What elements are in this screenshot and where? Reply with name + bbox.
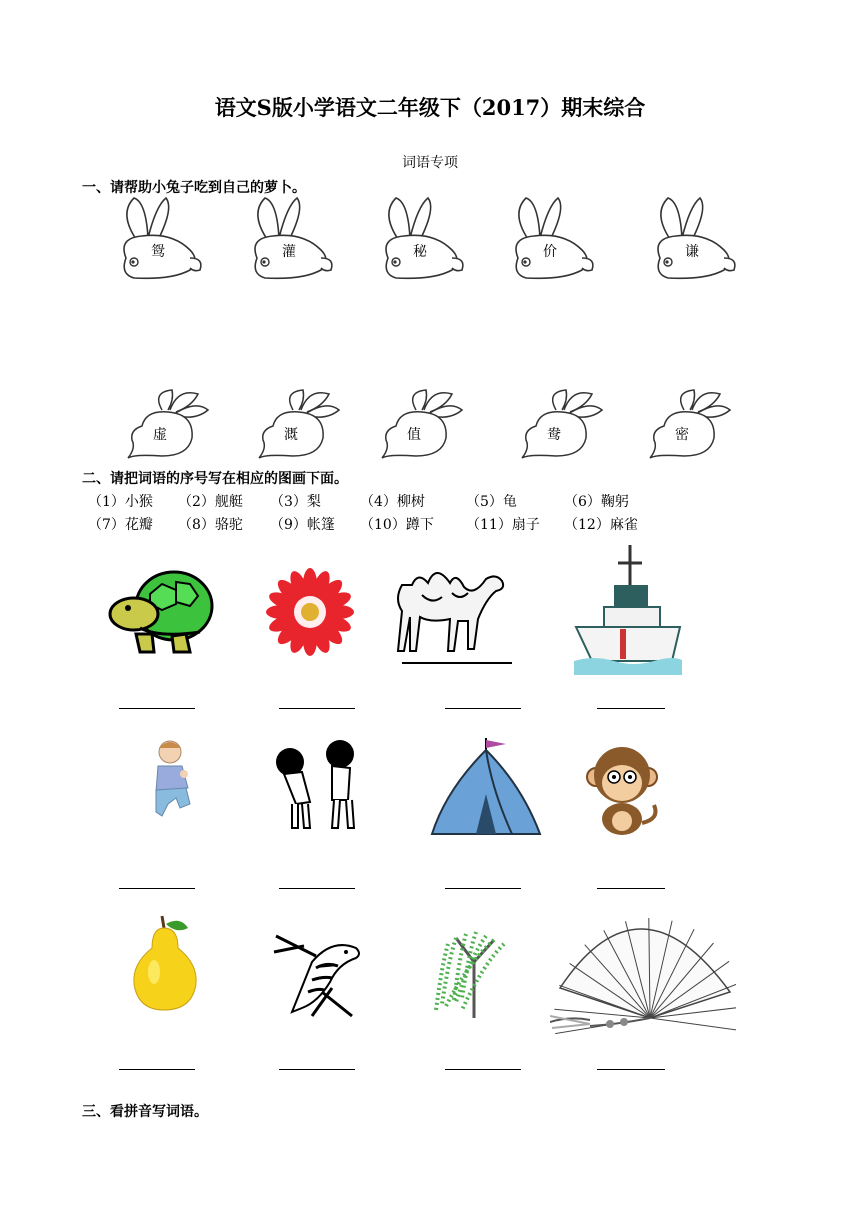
rabbit-char: 鸳 <box>151 244 165 260</box>
answer-line[interactable] <box>119 888 195 889</box>
rabbit-char: 谦 <box>685 244 699 260</box>
rabbit-icon <box>504 194 596 282</box>
word-item: （7）花瓣 <box>88 517 153 533</box>
answer-line[interactable] <box>597 708 665 709</box>
radish-icon <box>253 386 349 460</box>
word-item: （5）龟 <box>466 494 517 510</box>
word-item: （9）帐篷 <box>270 517 335 533</box>
rabbit-char: 秘 <box>413 244 427 260</box>
answer-line[interactable] <box>119 1069 195 1070</box>
answer-line[interactable] <box>445 888 521 889</box>
word-item: （3）梨 <box>270 494 321 510</box>
section2-heading: 二、请把词语的序号写在相应的图画下面。 <box>82 471 348 487</box>
radish-icon <box>122 386 218 460</box>
word-item: （6）鞠躬 <box>564 494 629 510</box>
tent-icon <box>428 736 550 842</box>
radish-char: 虚 <box>153 427 167 443</box>
answer-line[interactable] <box>279 1069 355 1070</box>
radish-char: 密 <box>675 427 689 443</box>
word-item: （4）柳树 <box>360 494 425 510</box>
rabbit-icon <box>243 194 335 282</box>
section1-heading: 一、请帮助小兔子吃到自己的萝卜。 <box>82 180 306 196</box>
radish-icon <box>644 386 740 460</box>
radish-char: 鸯 <box>547 427 561 443</box>
word-item: （8）骆驼 <box>178 517 243 533</box>
fan-icon <box>550 908 736 1034</box>
turtle-icon <box>106 562 214 656</box>
answer-line[interactable] <box>119 708 195 709</box>
word-item: （12）麻雀 <box>564 517 638 533</box>
word-item: （11）扇子 <box>466 517 540 533</box>
word-item: （2）舰艇 <box>178 494 243 510</box>
answer-line[interactable] <box>445 708 521 709</box>
answer-line[interactable] <box>597 888 665 889</box>
page-title: 语文S版小学语文二年级下（2017）期末综合 <box>214 95 646 120</box>
radish-icon <box>516 386 612 460</box>
willow-icon <box>432 922 516 1018</box>
flower-icon <box>262 564 358 660</box>
answer-line[interactable] <box>445 1069 521 1070</box>
rabbit-icon <box>374 194 466 282</box>
word-item: （10）蹲下 <box>360 517 434 533</box>
sparrow-icon <box>272 922 366 1018</box>
monkey-icon <box>586 743 662 839</box>
camel-icon <box>392 555 516 671</box>
warship-icon <box>574 543 682 675</box>
answer-line[interactable] <box>279 888 355 889</box>
rabbit-char: 灌 <box>282 244 296 260</box>
section3-heading: 三、看拼音写词语。 <box>82 1104 208 1120</box>
radish-icon <box>376 386 472 460</box>
squatting-child-icon <box>146 738 196 820</box>
word-item: （1）小猴 <box>88 494 153 510</box>
page-subtitle: 词语专项 <box>402 155 458 171</box>
rabbit-char: 价 <box>543 244 557 260</box>
answer-line[interactable] <box>597 1069 665 1070</box>
radish-char: 溉 <box>284 427 298 443</box>
rabbit-icon <box>646 194 738 282</box>
pear-icon <box>130 914 200 1012</box>
radish-char: 值 <box>407 427 421 443</box>
rabbit-icon <box>112 194 204 282</box>
answer-line[interactable] <box>279 708 355 709</box>
bowing-children-icon <box>270 738 364 834</box>
